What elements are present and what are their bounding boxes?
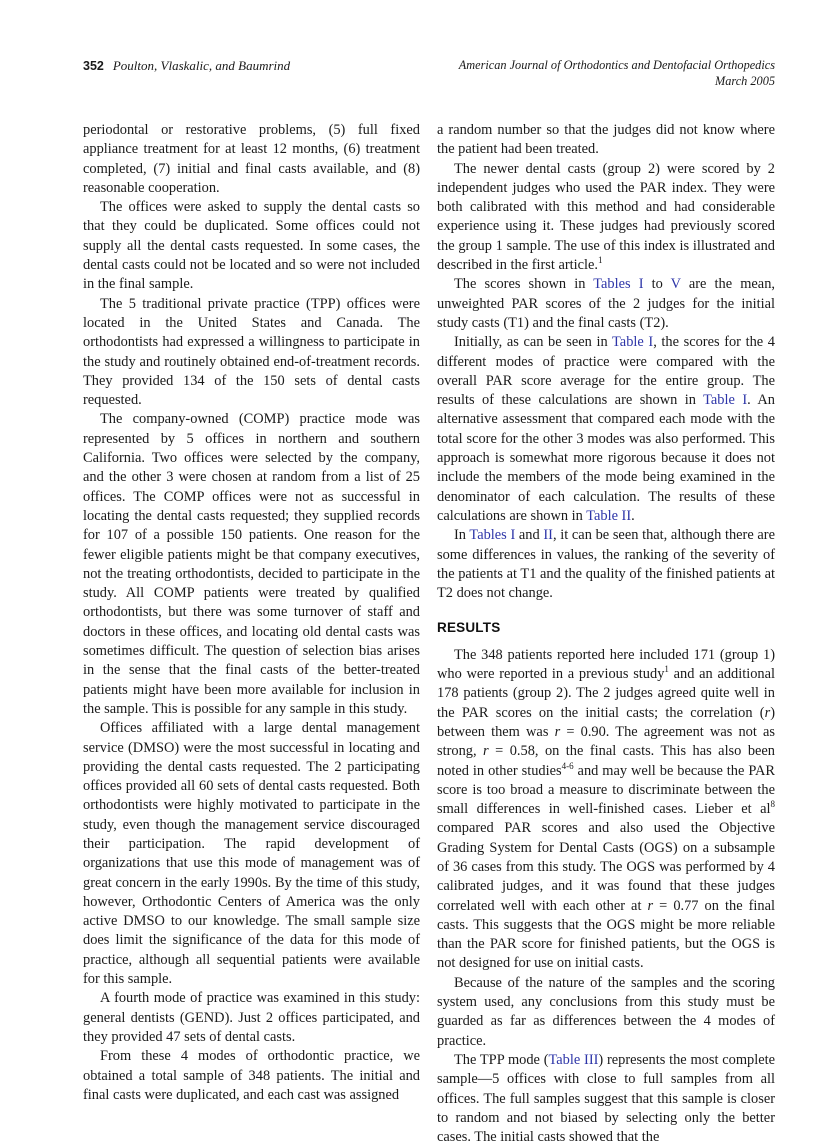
italic-variable: r bbox=[483, 743, 489, 760]
text-run: periodontal or restorative problems, (5) full fixed appliance treatment for at least 12 months, (6) treatment completed, (7) initial and final casts available, and (8) reasonable cooperation. bbox=[83, 122, 420, 196]
text-run: The offices were asked to supply the dental casts so that they could be duplicated. Some offices could not supply all the dental casts requested. In some cases, the dental casts could not be located and so were not included in the final sample. bbox=[83, 199, 420, 293]
table-crossref-link[interactable]: Table I bbox=[703, 392, 748, 409]
table-crossref-link[interactable]: Table III bbox=[548, 1051, 599, 1068]
reference-superscript: 1 bbox=[664, 664, 669, 675]
running-head-right bbox=[459, 57, 775, 89]
text-run: a random number so that the judges did not know where the patient had been treated. bbox=[437, 122, 775, 158]
paragraph bbox=[83, 1047, 420, 1105]
text-run: . An alternative assessment that compared each mode with the total score for the other 3 modes was also performed. This approach is somewhat more rigorous because it does not include the members of the mode being examined in the denominator of each calculation. The results of these calculations are shown in bbox=[437, 392, 775, 524]
text-run: Initially, as can be seen in bbox=[454, 334, 613, 351]
paragraph bbox=[83, 719, 420, 989]
text-run: ) between them was bbox=[437, 704, 775, 740]
right-column bbox=[437, 121, 775, 1147]
text-run: Offices affiliated with a large dental management service (DMSO) were the most successful in locating and providing the dental casts requested. The 2 participating offices provided all 60 sets of dental casts requested. Both orthodontists were highly motivated to participate in the study, even though the management service discouraged their participation. The rapid development of organizations that use this mode of management was of great concern in the early 1990s. By the time of this study, however, Orthodontic Centers of America was the only active DMSO to our knowledge. The small sample size does limit the significance of the data for this mode of practice, although all sequential patients were available for this sample. bbox=[83, 720, 420, 988]
paragraph bbox=[83, 295, 420, 411]
reference-superscript: 4-6 bbox=[561, 760, 574, 771]
paragraph bbox=[437, 974, 775, 1051]
text-run: and an additional 178 patients (group 2). The 2 judges agreed quite well in the PAR scores on the initial casts; the correlation ( bbox=[437, 666, 775, 721]
paragraph bbox=[83, 121, 420, 198]
text-run: = 0.77 on the final casts. This suggests that the OGS might be more reliable than the PAR score for finished patients, but the OGS is not designed for use on initial casts. bbox=[437, 897, 775, 972]
paragraph bbox=[83, 410, 420, 719]
text-run: The newer dental casts (group 2) were scored by 2 independent judges who used the PAR index. They were both calibrated with this method and had considerable experience using it. These judges had previously scored the group 1 sample. The use of this index is illustrated and described in the first article. bbox=[437, 160, 775, 274]
table-crossref-link[interactable]: Tables I bbox=[593, 276, 644, 293]
table-crossref-link[interactable]: Table II bbox=[586, 507, 632, 524]
text-run: to bbox=[643, 276, 671, 293]
text-run: , the scores for the 4 different modes of practice were compared with the overall PAR score average for the entire group. The results of these calculations are shown in bbox=[437, 334, 775, 409]
paragraph bbox=[437, 526, 775, 603]
italic-variable: r bbox=[647, 897, 654, 914]
page-number: 352 bbox=[83, 59, 104, 73]
text-run: = 0.58, on the final casts. This has also been noted in other studies bbox=[437, 743, 775, 779]
reference-superscript: 8 bbox=[770, 799, 775, 810]
paragraph bbox=[437, 333, 775, 526]
table-crossref-link[interactable]: II bbox=[543, 527, 553, 544]
running-authors: Poulton, Vlaskalic, and Baumrind bbox=[112, 58, 291, 73]
table-crossref-link[interactable]: V bbox=[670, 276, 681, 293]
table-crossref-link[interactable]: Table I bbox=[612, 334, 654, 351]
text-run: The 348 patients reported here included 171 (group 1) who were reported in a previous study bbox=[437, 646, 775, 683]
text-run: compared PAR scores and also used the Objective Grading System for Dental Casts (OGS) on a subsample of 36 cases from this study. The OGS was performed by 4 calibrated judges, and it was found that these judges correlated well with each other at bbox=[437, 820, 775, 914]
running-head-left bbox=[83, 57, 290, 75]
text-run: The scores shown in bbox=[454, 276, 594, 293]
journal-name: American Journal of Orthodontics and Dentofacial Orthopedics bbox=[458, 58, 775, 72]
paragraph bbox=[83, 989, 420, 1047]
table-crossref-link[interactable]: Tables I bbox=[469, 527, 516, 544]
paragraph bbox=[437, 275, 775, 333]
text-run: and may well be because the PAR score is too broad a measure to discriminate between the small differences in well-finished cases. Lieber et al bbox=[437, 762, 775, 818]
text-run: In bbox=[454, 527, 470, 544]
paragraph bbox=[83, 198, 420, 294]
left-column bbox=[83, 121, 420, 1105]
text-run: Because of the nature of the samples and the scoring system used, any conclusions from this study must be guarded as far as differences between the 4 modes of practice. bbox=[437, 974, 775, 1049]
italic-variable: r bbox=[764, 704, 771, 721]
text-run: ) represents the most complete sample—5 offices with close to full samples from all offices. The full samples suggest that this sample is closer to random and not biased by selecting only the better cases. The initial casts showed that the bbox=[437, 1051, 775, 1146]
section-heading: RESULTS bbox=[437, 620, 501, 636]
text-run: are the mean, unweighted PAR scores of the 2 judges for the initial study casts (T1) and the final casts (T2). bbox=[437, 276, 775, 331]
text-run: The company-owned (COMP) practice mode was represented by 5 offices in northern and southern California. Two offices were selected by the company, and the other 3 were chosen at random from a list of 25 offices. The COMP offices were not as successful in locating the dental casts requested; they supplied records for 107 of a possible 150 patients. One reason for the fewer eligible patients might be that company executives, not the treating orthodontists, decided to participate in the study. All COMP patients were treated by qualified orthodontists, but there was some turnover of staff and doctors in these offices, and locating old dental casts was sometimes difficult. The question of selection bias arises in the sense that the final casts of the better-treated patients might have been more available for inclusion in the sample. This is possible for any sample in this study. bbox=[83, 411, 420, 717]
text-run: and bbox=[515, 527, 544, 544]
reference-superscript: 1 bbox=[598, 255, 603, 266]
text-run: . bbox=[631, 507, 635, 524]
text-run: = 0.90. The agreement was not as strong, bbox=[437, 723, 775, 760]
page-header bbox=[83, 57, 775, 89]
paragraph bbox=[437, 1051, 775, 1147]
text-run: The 5 traditional private practice (TPP) offices were located in the United States and Canada. The orthodontists had expressed a willingness to participate in the study and routinely obtained end-of-treatment records. They provided 134 of the 150 sets of dental casts requested. bbox=[83, 295, 420, 409]
italic-variable: r bbox=[554, 723, 561, 740]
issue-date: March 2005 bbox=[715, 74, 775, 88]
text-run: , it can be seen that, although there are some differences in values, the ranking of the severity of the patients at T1 and the quality of the finished patients at T2 does not change. bbox=[437, 527, 775, 602]
text-run: A fourth mode of practice was examined in this study: general dentists (GEND). Just 2 offices participated, and they provided 47 sets of dental casts. bbox=[83, 990, 420, 1045]
text-run: From these 4 modes of orthodontic practice, we obtained a total sample of 348 patients. The initial and final casts were duplicated, and each cast was assigned bbox=[83, 1048, 420, 1103]
text-run: The TPP mode ( bbox=[454, 1051, 549, 1068]
paragraph bbox=[437, 121, 775, 160]
paragraph bbox=[437, 646, 775, 974]
paragraph bbox=[437, 160, 775, 276]
